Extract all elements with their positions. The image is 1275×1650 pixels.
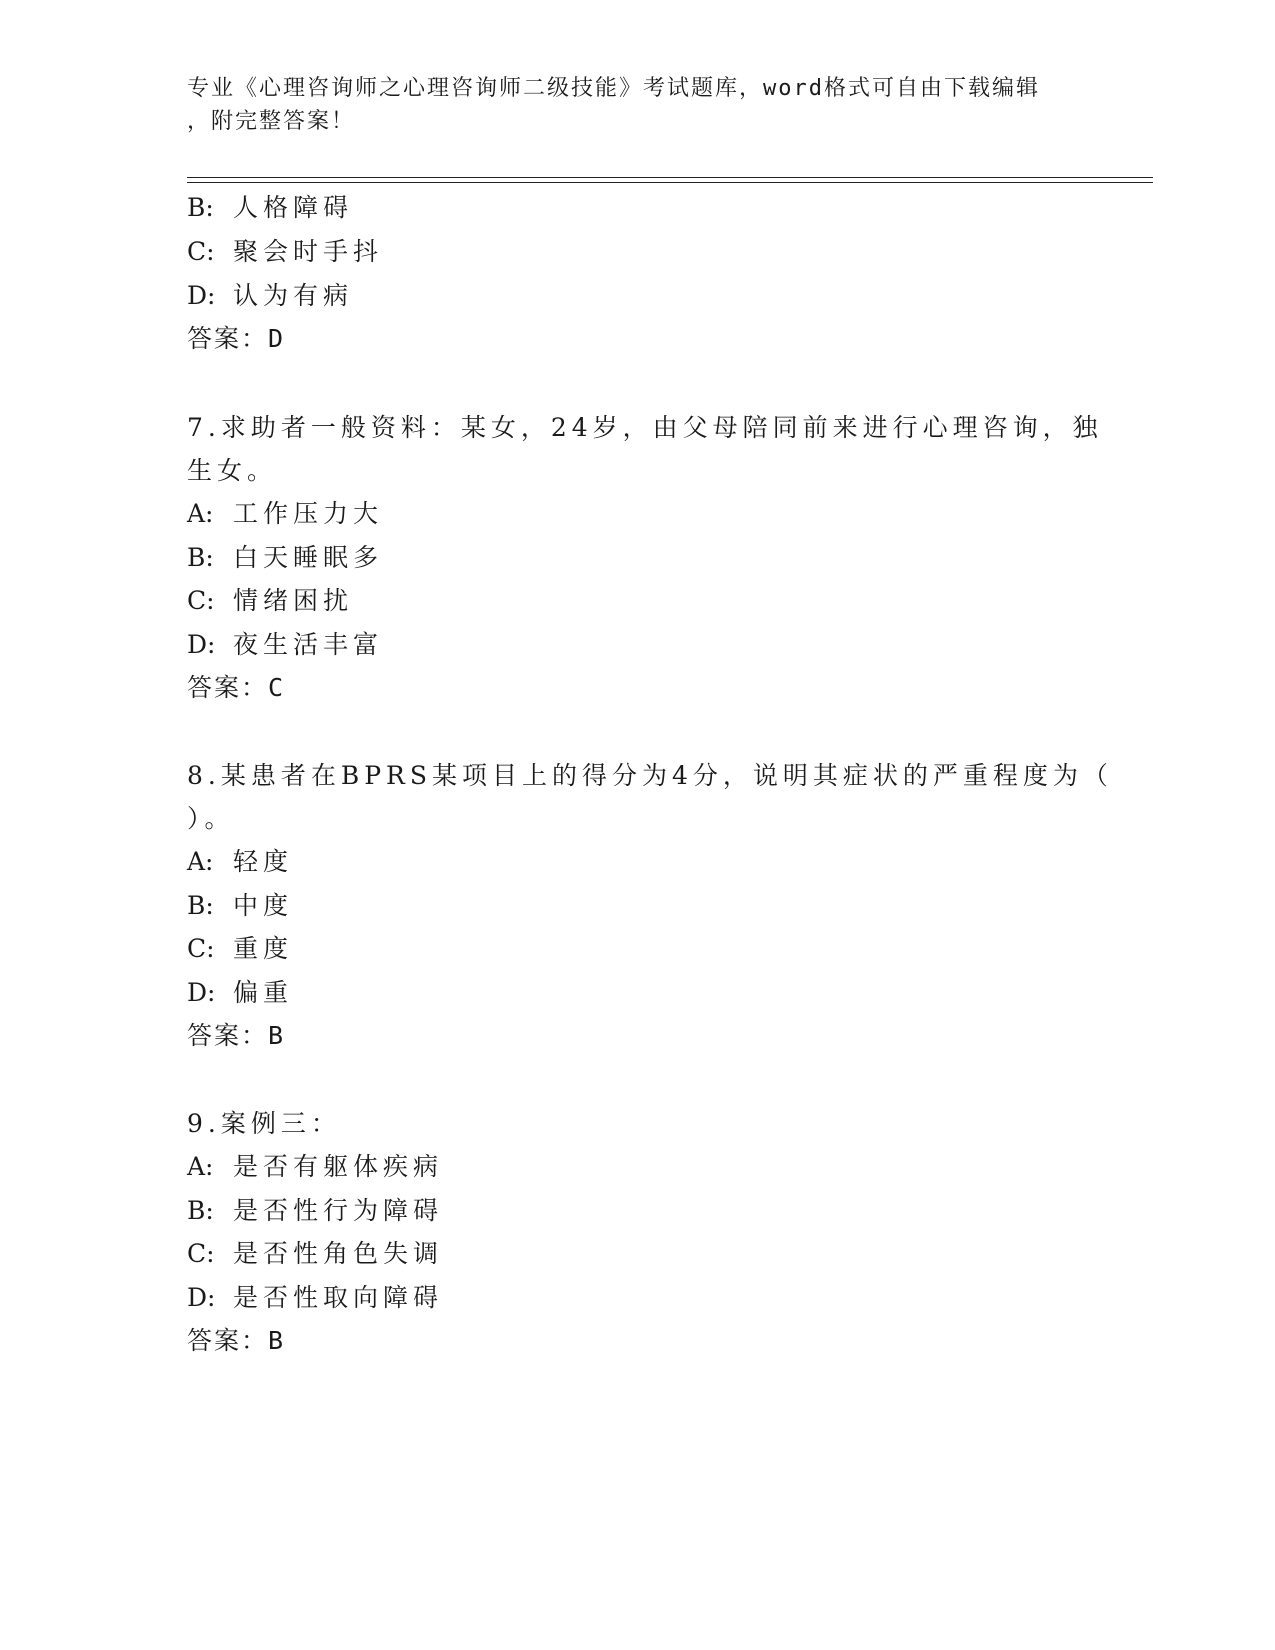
q6-option-d xyxy=(187,280,353,312)
q8-option-b xyxy=(187,890,293,922)
option-text: 是否性角色失调 xyxy=(233,1239,444,1268)
option-letter: D: xyxy=(187,281,216,310)
q7-answer xyxy=(187,672,285,704)
q9-option-a xyxy=(187,1151,443,1183)
answer-label: 答案： xyxy=(187,1021,269,1050)
option-letter: B: xyxy=(187,193,214,222)
option-letter: A: xyxy=(187,499,214,528)
q9-option-d xyxy=(187,1282,443,1314)
option-text: 是否有躯体疾病 xyxy=(233,1152,444,1181)
q8-option-d xyxy=(187,977,293,1009)
q6-option-b xyxy=(187,192,353,224)
option-letter: C: xyxy=(187,586,215,615)
option-text: 夜生活丰富 xyxy=(233,630,384,659)
option-letter: D: xyxy=(187,1283,216,1312)
q8-answer xyxy=(187,1020,285,1052)
option-text: 偏重 xyxy=(233,978,294,1007)
q7-option-d xyxy=(187,629,383,661)
option-letter: C: xyxy=(187,237,215,266)
option-letter: B: xyxy=(187,543,214,572)
answer-value: C xyxy=(268,673,286,702)
option-text: 人格障碍 xyxy=(233,193,354,222)
option-letter: A: xyxy=(187,847,214,876)
header-divider-bottom xyxy=(187,182,1153,183)
header-text-part2: 格式可自由下载编辑 xyxy=(824,76,1041,101)
option-letter: D: xyxy=(187,630,216,659)
answer-label: 答案： xyxy=(187,324,269,353)
option-letter: C: xyxy=(187,934,215,963)
answer-value: B xyxy=(268,1021,286,1050)
q9-option-b xyxy=(187,1195,443,1227)
q8-stem-line2: ）。 xyxy=(187,804,235,833)
q7-option-c xyxy=(187,585,353,617)
option-text: 聚会时手抖 xyxy=(233,237,384,266)
option-text: 重度 xyxy=(233,934,294,963)
q6-answer xyxy=(187,323,285,355)
option-text: 工作压力大 xyxy=(233,499,384,528)
option-text: 是否性行为障碍 xyxy=(233,1196,444,1225)
option-letter: B: xyxy=(187,1196,214,1225)
answer-label: 答案： xyxy=(187,673,269,702)
q8-stem-line1: 8.某患者在BPRS某项目上的得分为4分，说明其症状的严重程度为（ xyxy=(187,761,1113,790)
answer-label: 答案： xyxy=(187,1326,269,1355)
q7-stem-line2: 生女。 xyxy=(187,456,278,485)
q7-stem-line1: 7.求助者一般资料：某女，24岁，由父母陪同前来进行心理咨询，独 xyxy=(187,413,1103,442)
q7-option-b xyxy=(187,542,383,574)
q9-option-c xyxy=(187,1238,443,1270)
option-text: 轻度 xyxy=(233,847,294,876)
answer-value: D xyxy=(268,324,286,353)
option-text: 认为有病 xyxy=(233,281,354,310)
q6-option-c xyxy=(187,236,383,268)
option-letter: C: xyxy=(187,1239,215,1268)
option-letter: D: xyxy=(187,978,216,1007)
q9-answer xyxy=(187,1325,285,1357)
option-letter: B: xyxy=(187,891,214,920)
option-letter: A: xyxy=(187,1152,214,1181)
q8-option-c xyxy=(187,933,293,965)
option-text: 白天睡眠多 xyxy=(233,543,384,572)
answer-value: B xyxy=(268,1326,286,1355)
q9-stem-line1: 9.案例三： xyxy=(187,1109,341,1138)
option-text: 中度 xyxy=(233,891,294,920)
header-divider-top xyxy=(187,177,1153,178)
option-text: 情绪困扰 xyxy=(233,586,354,615)
q8-option-a xyxy=(187,846,293,878)
q7-option-a xyxy=(187,498,383,530)
option-text: 是否性取向障碍 xyxy=(233,1283,444,1312)
header-text-word: word xyxy=(763,76,824,101)
header-text-part1: 专业《心理咨询师之心理咨询师二级技能》考试题库， xyxy=(187,76,764,101)
header-text-line2: ，附完整答案！ xyxy=(187,109,356,134)
document-header xyxy=(187,72,1067,138)
